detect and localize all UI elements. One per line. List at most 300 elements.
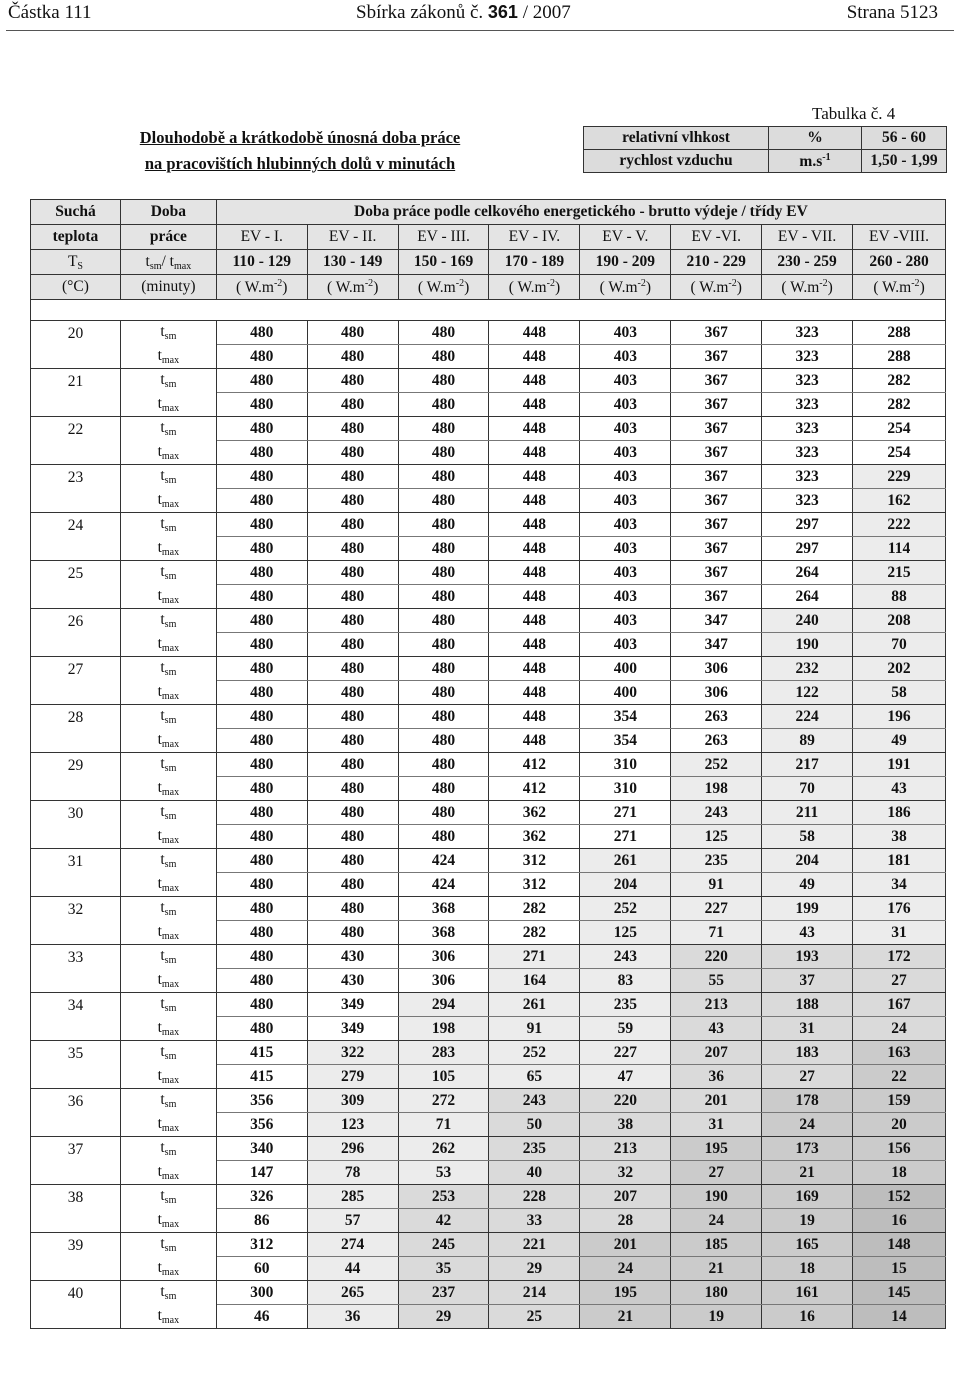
table-row — [31, 1137, 946, 1161]
value-cell: 202 — [853, 657, 946, 681]
value-cell: 165 — [762, 1233, 853, 1257]
duration-type-sm: $t_{sm}$ — [120, 609, 216, 633]
value-cell: 480 — [398, 321, 489, 345]
value-cell: 297 — [762, 513, 853, 537]
value-cell: 43 — [762, 921, 853, 945]
value-cell: 21 — [762, 1161, 853, 1185]
value-cell: 368 — [398, 921, 489, 945]
duration-type-sm: $t_{sm}$ — [120, 513, 216, 537]
header-center-prefix: Sbírka zákonů č. — [356, 2, 488, 23]
air-speed-label: rychlost vzduchu — [584, 150, 769, 173]
value-cell: 323 — [762, 369, 853, 393]
table-row — [31, 345, 946, 369]
duration-type-sm: $t_{sm}$ — [120, 1137, 216, 1161]
table-row — [31, 993, 946, 1017]
value-cell: 176 — [853, 897, 946, 921]
duration-type-sm: $t_{sm}$ — [120, 561, 216, 585]
value-cell: 480 — [307, 369, 398, 393]
value-cell: 367 — [671, 513, 762, 537]
value-cell: 20 — [853, 1113, 946, 1137]
value-cell: 480 — [307, 561, 398, 585]
value-cell: 245 — [398, 1233, 489, 1257]
class-heading-7: EV - VII. — [762, 225, 853, 250]
value-cell: 58 — [762, 825, 853, 849]
value-cell: 480 — [398, 705, 489, 729]
header-left: Částka 111 — [8, 2, 92, 23]
value-cell: 480 — [216, 657, 307, 681]
value-cell: 274 — [307, 1233, 398, 1257]
table-row — [31, 585, 946, 609]
value-cell: 323 — [762, 417, 853, 441]
value-cell: 31 — [762, 1017, 853, 1041]
value-cell: 229 — [853, 465, 946, 489]
header-rule — [6, 30, 954, 31]
value-cell: 254 — [853, 417, 946, 441]
value-cell: 252 — [489, 1041, 580, 1065]
value-cell: 105 — [398, 1065, 489, 1089]
value-cell: 55 — [671, 969, 762, 993]
value-cell: 32 — [580, 1161, 671, 1185]
value-cell: 181 — [853, 849, 946, 873]
value-cell: 403 — [580, 345, 671, 369]
value-cell: 367 — [671, 441, 762, 465]
title-line-1: Dlouhodobě a krátkodobě únosná doba práce — [139, 128, 461, 147]
col-temp-heading-2: teplota — [31, 225, 121, 250]
value-cell: 309 — [307, 1089, 398, 1113]
value-cell: 263 — [671, 705, 762, 729]
value-cell: 480 — [398, 345, 489, 369]
value-cell: 480 — [216, 849, 307, 873]
value-cell: 424 — [398, 873, 489, 897]
value-cell: 480 — [307, 681, 398, 705]
value-cell: 159 — [853, 1089, 946, 1113]
col-duration-heading-2: práce — [120, 225, 216, 250]
class-range-2: 130 - 149 — [307, 250, 398, 275]
value-cell: 403 — [580, 465, 671, 489]
value-cell: 448 — [489, 585, 580, 609]
value-cell: 480 — [216, 633, 307, 657]
table-row — [31, 873, 946, 897]
class-range-3: 150 - 169 — [398, 250, 489, 275]
value-cell: 403 — [580, 321, 671, 345]
temp-symbol: $T_S$ — [31, 250, 121, 275]
value-cell: 403 — [580, 633, 671, 657]
duration-type-sm: $t_{sm}$ — [120, 753, 216, 777]
value-cell: 213 — [580, 1137, 671, 1161]
value-cell: 480 — [307, 825, 398, 849]
duration-type-sm: $t_{sm}$ — [120, 1281, 216, 1305]
value-cell: 172 — [853, 945, 946, 969]
value-cell: 480 — [216, 393, 307, 417]
value-cell: 367 — [671, 585, 762, 609]
value-cell: 235 — [671, 849, 762, 873]
temperature-cell: 22 — [31, 417, 121, 465]
duration-type-max: $t_{max}$ — [120, 681, 216, 705]
value-cell: 312 — [216, 1233, 307, 1257]
value-cell: 480 — [398, 729, 489, 753]
air-speed-unit: $m.s^{-1}$ — [769, 150, 862, 173]
header-center-suffix: / 2007 — [517, 2, 571, 23]
duration-type-max: $t_{max}$ — [120, 825, 216, 849]
value-cell: 163 — [853, 1041, 946, 1065]
value-cell: 183 — [762, 1041, 853, 1065]
col-temp-heading: Suchá — [31, 200, 121, 225]
value-cell: 480 — [216, 465, 307, 489]
value-cell: 448 — [489, 345, 580, 369]
value-cell: 300 — [216, 1281, 307, 1305]
value-cell: 201 — [671, 1089, 762, 1113]
value-cell: 480 — [307, 513, 398, 537]
value-cell: 448 — [489, 489, 580, 513]
value-cell: 91 — [671, 873, 762, 897]
value-cell: 156 — [853, 1137, 946, 1161]
duration-type-max: $t_{max}$ — [120, 873, 216, 897]
value-cell: 367 — [671, 417, 762, 441]
value-cell: 480 — [307, 897, 398, 921]
temperature-cell: 40 — [31, 1281, 121, 1329]
duration-type-max: $t_{max}$ — [120, 1209, 216, 1233]
value-cell: 33 — [489, 1209, 580, 1233]
temperature-cell: 25 — [31, 561, 121, 609]
value-cell: 368 — [398, 897, 489, 921]
table-row — [31, 729, 946, 753]
duration-type-sm: $t_{sm}$ — [120, 801, 216, 825]
value-cell: 27 — [671, 1161, 762, 1185]
value-cell: 180 — [671, 1281, 762, 1305]
table-row — [31, 489, 946, 513]
duration-type-sm: $t_{sm}$ — [120, 417, 216, 441]
value-cell: 415 — [216, 1065, 307, 1089]
value-cell: 91 — [489, 1017, 580, 1041]
table-row — [31, 777, 946, 801]
class-heading-8: EV -VIII. — [853, 225, 946, 250]
value-cell: 235 — [580, 993, 671, 1017]
value-cell: 198 — [398, 1017, 489, 1041]
table-row — [31, 1209, 946, 1233]
value-cell: 480 — [307, 393, 398, 417]
table-row — [31, 465, 946, 489]
class-unit-7: ( $W.m^{-2}$) — [762, 275, 853, 300]
value-cell: 215 — [853, 561, 946, 585]
conditions-table — [583, 126, 947, 173]
class-unit-5: ( $W.m^{-2}$) — [580, 275, 671, 300]
value-cell: 403 — [580, 513, 671, 537]
temperature-cell: 36 — [31, 1089, 121, 1137]
value-cell: 18 — [762, 1257, 853, 1281]
value-cell: 196 — [853, 705, 946, 729]
value-cell: 125 — [671, 825, 762, 849]
class-range-5: 190 - 209 — [580, 250, 671, 275]
value-cell: 354 — [580, 705, 671, 729]
value-cell: 237 — [398, 1281, 489, 1305]
value-cell: 222 — [853, 513, 946, 537]
value-cell: 480 — [398, 825, 489, 849]
value-cell: 36 — [671, 1065, 762, 1089]
value-cell: 480 — [216, 753, 307, 777]
group-heading: Doba práce podle celkového energetického - brutto výdeje / třídy EV — [216, 200, 945, 225]
value-cell: 264 — [762, 585, 853, 609]
value-cell: 24 — [853, 1017, 946, 1041]
value-cell: 224 — [762, 705, 853, 729]
duration-unit: (minuty) — [120, 275, 216, 300]
class-heading-4: EV - IV. — [489, 225, 580, 250]
value-cell: 480 — [216, 369, 307, 393]
header-right: Strana 5123 — [846, 2, 938, 23]
duration-type-max: $t_{max}$ — [120, 729, 216, 753]
value-cell: 46 — [216, 1305, 307, 1329]
value-cell: 480 — [307, 657, 398, 681]
value-cell: 164 — [489, 969, 580, 993]
duration-type-sm: $t_{sm}$ — [120, 321, 216, 345]
value-cell: 272 — [398, 1089, 489, 1113]
value-cell: 480 — [216, 825, 307, 849]
value-cell: 480 — [307, 777, 398, 801]
value-cell: 448 — [489, 609, 580, 633]
value-cell: 35 — [398, 1257, 489, 1281]
duration-type-sm: $t_{sm}$ — [120, 897, 216, 921]
value-cell: 186 — [853, 801, 946, 825]
value-cell: 173 — [762, 1137, 853, 1161]
value-cell: 480 — [398, 657, 489, 681]
value-cell: 44 — [307, 1257, 398, 1281]
value-cell: 326 — [216, 1185, 307, 1209]
value-cell: 403 — [580, 537, 671, 561]
value-cell: 122 — [762, 681, 853, 705]
value-cell: 480 — [216, 969, 307, 993]
value-cell: 228 — [489, 1185, 580, 1209]
value-cell: 480 — [216, 873, 307, 897]
value-cell: 37 — [762, 969, 853, 993]
value-cell: 271 — [489, 945, 580, 969]
value-cell: 201 — [580, 1233, 671, 1257]
value-cell: 49 — [853, 729, 946, 753]
value-cell: 57 — [307, 1209, 398, 1233]
value-cell: 49 — [762, 873, 853, 897]
value-cell: 263 — [671, 729, 762, 753]
value-cell: 16 — [853, 1209, 946, 1233]
value-cell: 480 — [307, 873, 398, 897]
value-cell: 16 — [762, 1305, 853, 1329]
value-cell: 306 — [398, 969, 489, 993]
value-cell: 480 — [216, 897, 307, 921]
value-cell: 47 — [580, 1065, 671, 1089]
col-duration-heading: Doba — [120, 200, 216, 225]
value-cell: 161 — [762, 1281, 853, 1305]
temp-unit: (°C) — [31, 275, 121, 300]
duration-type-max: $t_{max}$ — [120, 1065, 216, 1089]
value-cell: 480 — [307, 705, 398, 729]
class-heading-3: EV - III. — [398, 225, 489, 250]
value-cell: 480 — [216, 585, 307, 609]
table-row — [31, 825, 946, 849]
value-cell: 227 — [580, 1041, 671, 1065]
table-row — [31, 897, 946, 921]
temperature-cell: 20 — [31, 321, 121, 369]
value-cell: 38 — [580, 1113, 671, 1137]
value-cell: 448 — [489, 681, 580, 705]
value-cell: 220 — [671, 945, 762, 969]
value-cell: 480 — [307, 465, 398, 489]
value-cell: 480 — [216, 417, 307, 441]
value-cell: 340 — [216, 1137, 307, 1161]
value-cell: 367 — [671, 345, 762, 369]
value-cell: 147 — [216, 1161, 307, 1185]
value-cell: 145 — [853, 1281, 946, 1305]
value-cell: 195 — [671, 1137, 762, 1161]
value-cell: 78 — [307, 1161, 398, 1185]
value-cell: 243 — [580, 945, 671, 969]
value-cell: 480 — [216, 561, 307, 585]
duration-type-sm: $t_{sm}$ — [120, 849, 216, 873]
value-cell: 480 — [398, 681, 489, 705]
value-cell: 448 — [489, 321, 580, 345]
value-cell: 294 — [398, 993, 489, 1017]
value-cell: 424 — [398, 849, 489, 873]
value-cell: 282 — [853, 393, 946, 417]
header-spacer — [31, 300, 946, 321]
value-cell: 19 — [762, 1209, 853, 1233]
value-cell: 400 — [580, 657, 671, 681]
value-cell: 480 — [398, 561, 489, 585]
value-cell: 283 — [398, 1041, 489, 1065]
value-cell: 323 — [762, 321, 853, 345]
value-cell: 403 — [580, 417, 671, 441]
value-cell: 279 — [307, 1065, 398, 1089]
value-cell: 38 — [853, 825, 946, 849]
class-unit-1: ( $W.m^{-2}$) — [216, 275, 307, 300]
value-cell: 282 — [489, 921, 580, 945]
table-row — [31, 1281, 946, 1305]
value-cell: 480 — [307, 585, 398, 609]
duration-type-max: $t_{max}$ — [120, 921, 216, 945]
value-cell: 220 — [580, 1089, 671, 1113]
value-cell: 480 — [398, 633, 489, 657]
value-cell: 185 — [671, 1233, 762, 1257]
value-cell: 323 — [762, 345, 853, 369]
value-cell: 178 — [762, 1089, 853, 1113]
value-cell: 480 — [398, 417, 489, 441]
value-cell: 448 — [489, 465, 580, 489]
value-cell: 310 — [580, 753, 671, 777]
temperature-cell: 39 — [31, 1233, 121, 1281]
value-cell: 480 — [216, 681, 307, 705]
class-unit-8: ( $W.m^{-2}$) — [853, 275, 946, 300]
value-cell: 400 — [580, 681, 671, 705]
duration-symbol: $t_{sm}/$ $t_{max}$ — [120, 250, 216, 275]
temperature-cell: 21 — [31, 369, 121, 417]
value-cell: 297 — [762, 537, 853, 561]
value-cell: 204 — [580, 873, 671, 897]
duration-type-max: $t_{max}$ — [120, 1017, 216, 1041]
value-cell: 42 — [398, 1209, 489, 1233]
duration-type-sm: $t_{sm}$ — [120, 945, 216, 969]
table-row — [31, 1161, 946, 1185]
temperature-cell: 27 — [31, 657, 121, 705]
value-cell: 367 — [671, 393, 762, 417]
temperature-cell: 28 — [31, 705, 121, 753]
value-cell: 354 — [580, 729, 671, 753]
value-cell: 162 — [853, 489, 946, 513]
value-cell: 227 — [671, 897, 762, 921]
value-cell: 480 — [307, 849, 398, 873]
value-cell: 448 — [489, 657, 580, 681]
value-cell: 169 — [762, 1185, 853, 1209]
table-label: Tabulka č. 4 — [812, 104, 896, 123]
value-cell: 214 — [489, 1281, 580, 1305]
value-cell: 282 — [853, 369, 946, 393]
value-cell: 448 — [489, 369, 580, 393]
value-cell: 480 — [307, 753, 398, 777]
value-cell: 323 — [762, 465, 853, 489]
temperature-cell: 24 — [31, 513, 121, 561]
table-row — [31, 681, 946, 705]
duration-type-max: $t_{max}$ — [120, 489, 216, 513]
value-cell: 480 — [307, 729, 398, 753]
table-row — [31, 945, 946, 969]
value-cell: 312 — [489, 873, 580, 897]
table-row — [31, 969, 946, 993]
class-unit-2: ( $W.m^{-2}$) — [307, 275, 398, 300]
value-cell: 480 — [216, 777, 307, 801]
value-cell: 31 — [853, 921, 946, 945]
value-cell: 367 — [671, 537, 762, 561]
value-cell: 480 — [307, 921, 398, 945]
duration-type-sm: $t_{sm}$ — [120, 993, 216, 1017]
value-cell: 58 — [853, 681, 946, 705]
duration-type-sm: $t_{sm}$ — [120, 1185, 216, 1209]
value-cell: 18 — [853, 1161, 946, 1185]
value-cell: 262 — [398, 1137, 489, 1161]
value-cell: 254 — [853, 441, 946, 465]
humidity-value: 56 - 60 — [862, 127, 947, 150]
value-cell: 217 — [762, 753, 853, 777]
value-cell: 34 — [853, 873, 946, 897]
value-cell: 480 — [307, 633, 398, 657]
value-cell: 362 — [489, 801, 580, 825]
value-cell: 349 — [307, 993, 398, 1017]
value-cell: 322 — [307, 1041, 398, 1065]
value-cell: 480 — [216, 441, 307, 465]
value-cell: 480 — [216, 729, 307, 753]
value-cell: 430 — [307, 945, 398, 969]
value-cell: 240 — [762, 609, 853, 633]
value-cell: 480 — [307, 489, 398, 513]
duration-type-sm: $t_{sm}$ — [120, 369, 216, 393]
value-cell: 356 — [216, 1113, 307, 1137]
duration-type-sm: $t_{sm}$ — [120, 1089, 216, 1113]
value-cell: 188 — [762, 993, 853, 1017]
value-cell: 29 — [398, 1305, 489, 1329]
value-cell: 261 — [580, 849, 671, 873]
table-row — [31, 441, 946, 465]
temperature-cell: 31 — [31, 849, 121, 897]
value-cell: 65 — [489, 1065, 580, 1089]
duration-type-sm: $t_{sm}$ — [120, 1233, 216, 1257]
value-cell: 356 — [216, 1089, 307, 1113]
duration-type-sm: $t_{sm}$ — [120, 657, 216, 681]
class-range-8: 260 - 280 — [853, 250, 946, 275]
value-cell: 306 — [671, 657, 762, 681]
value-cell: 412 — [489, 777, 580, 801]
duration-type-max: $t_{max}$ — [120, 1113, 216, 1137]
value-cell: 264 — [762, 561, 853, 585]
temperature-cell: 37 — [31, 1137, 121, 1185]
duration-type-max: $t_{max}$ — [120, 633, 216, 657]
table-row — [31, 1113, 946, 1137]
table-row — [31, 1017, 946, 1041]
value-cell: 22 — [853, 1065, 946, 1089]
duration-type-max: $t_{max}$ — [120, 393, 216, 417]
